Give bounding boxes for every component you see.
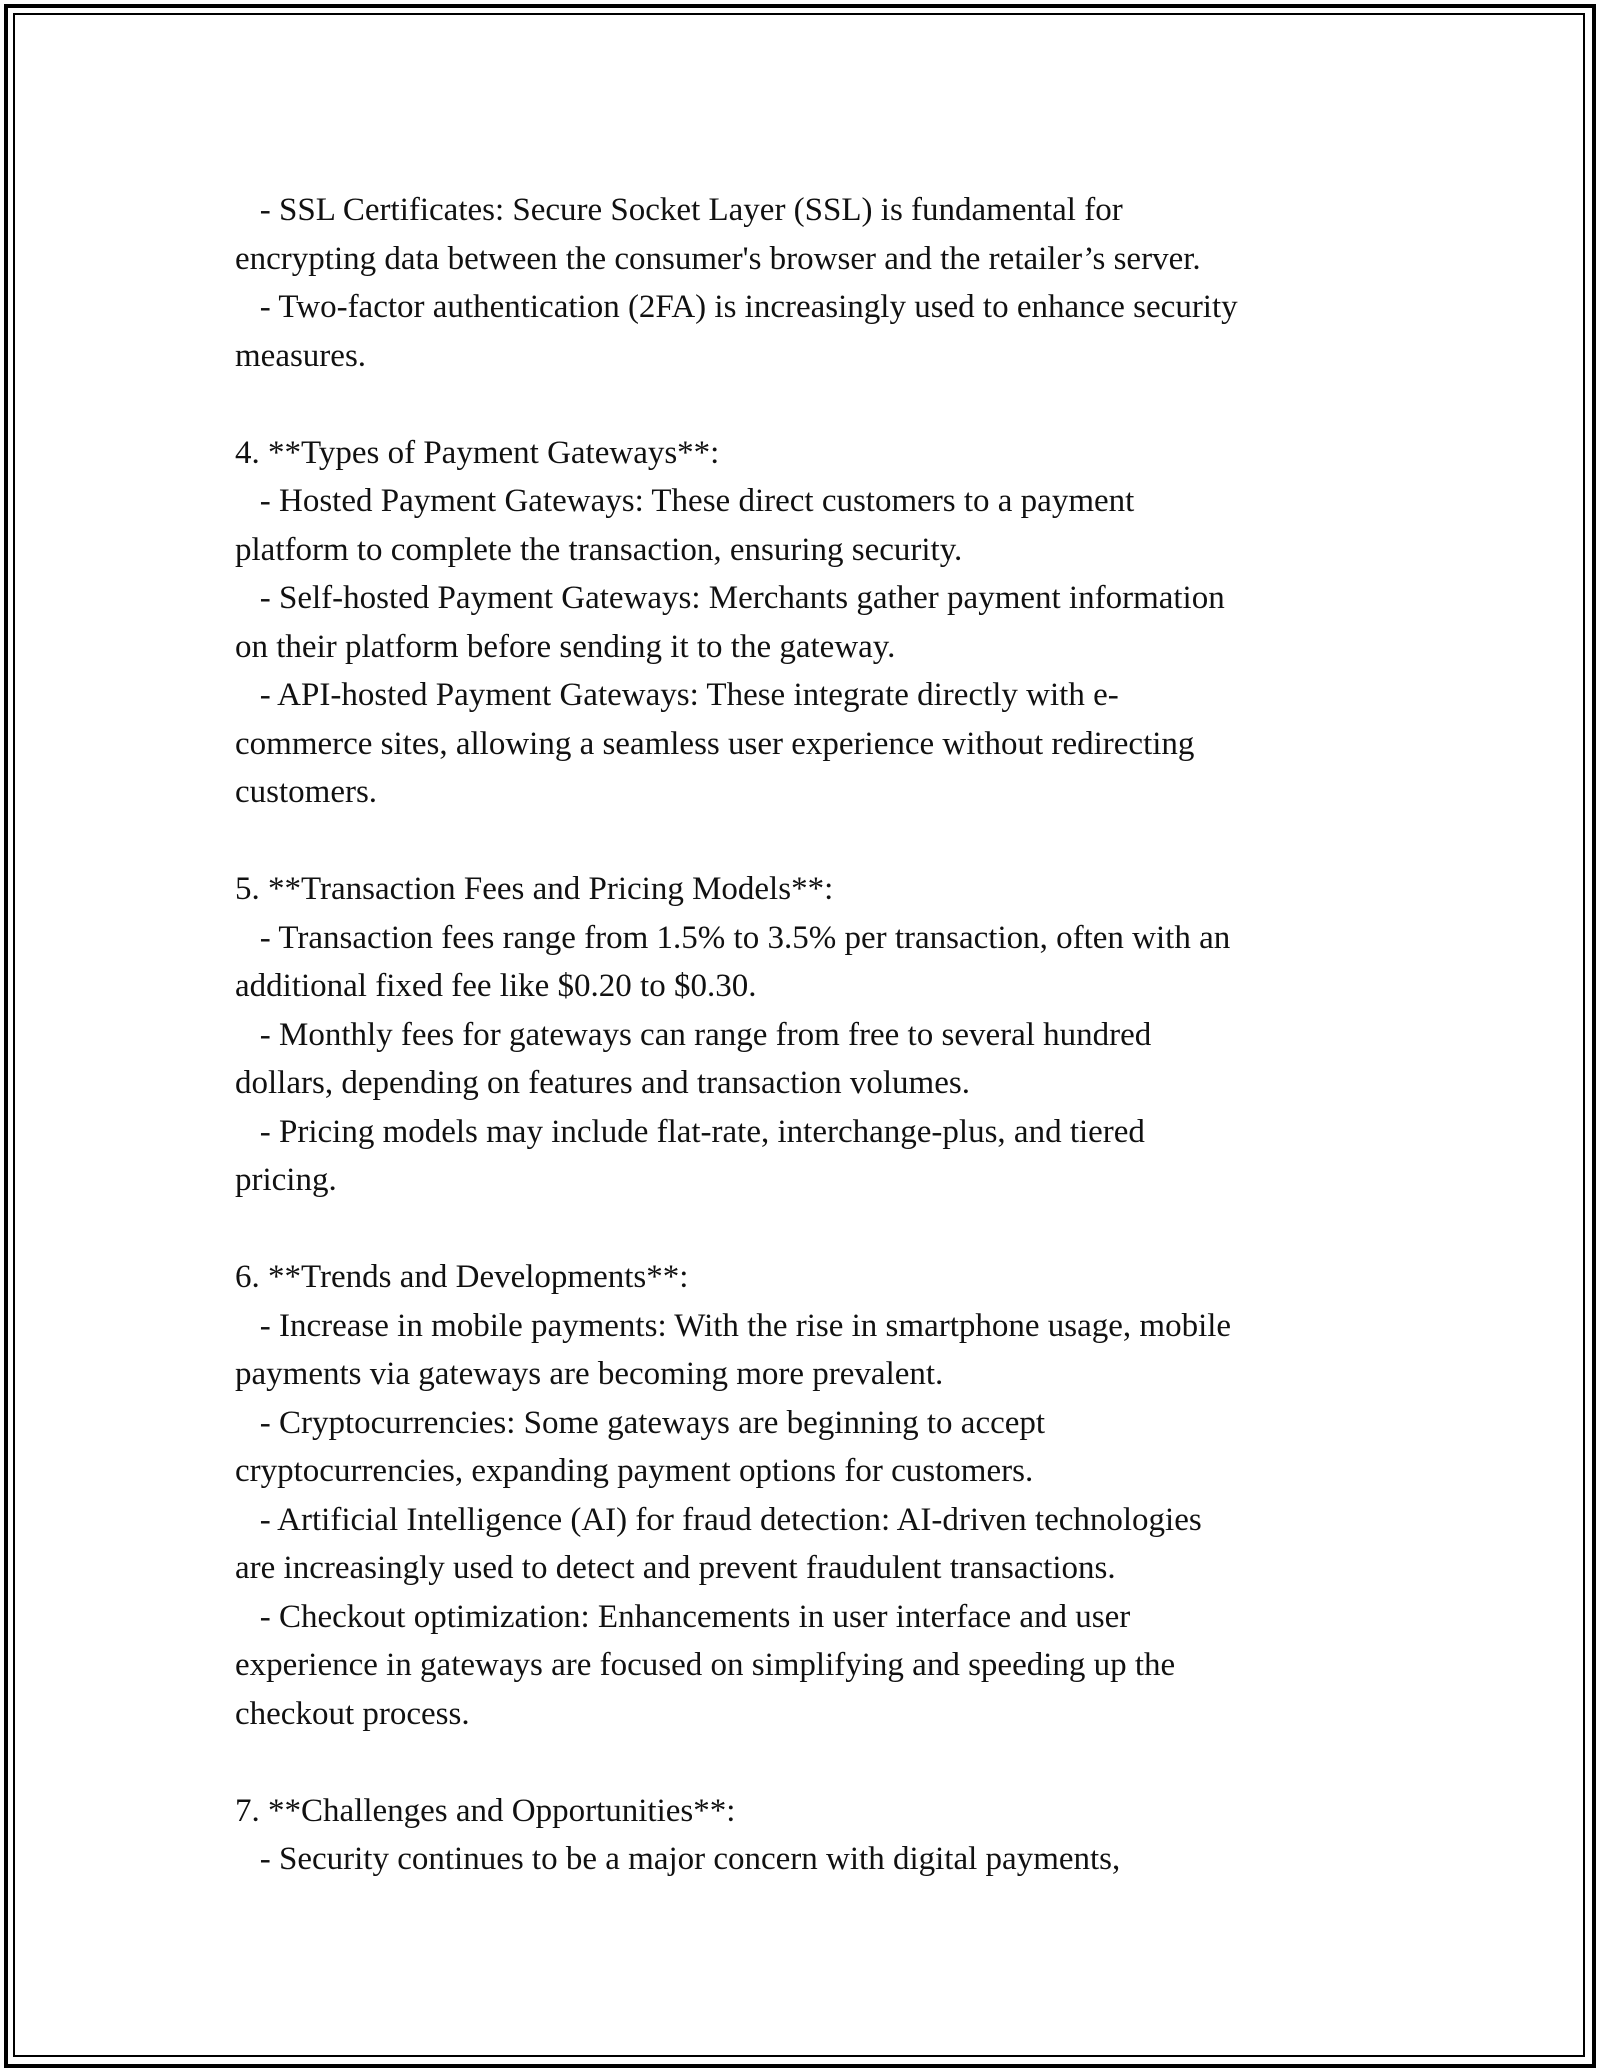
text-line: cryptocurrencies, expanding payment options for customers.	[235, 1453, 1034, 1489]
blank-line	[235, 380, 1375, 429]
text-line: additional fixed fee like $0.20 to $0.30.	[235, 968, 757, 1004]
text-line: - Self-hosted Payment Gateways: Merchants gather payment information	[235, 580, 1225, 616]
section-heading: 4. **Types of Payment Gateways**:	[235, 434, 720, 471]
text-line: - Pricing models may include flat-rate, interchange-plus, and tiered	[235, 1113, 1145, 1150]
blank-line	[235, 1205, 1375, 1254]
text-line: - Two-factor authentication (2FA) is increasingly used to enhance security	[235, 289, 1238, 325]
text-line: are increasingly used to detect and prevent fraudulent transactions.	[235, 1550, 1116, 1586]
document-body	[235, 186, 1375, 1884]
text-line: - Artificial Intelligence (AI) for fraud detection: AI-driven technologies	[235, 1501, 1202, 1538]
text-line: measures.	[235, 337, 367, 374]
text-line: - Security continues to be a major concern with digital payments,	[235, 1841, 1121, 1877]
text-line: - Checkout optimization: Enhancements in user interface and user	[235, 1598, 1131, 1635]
text-line: - Transaction fees range from 1.5% to 3.5% per transaction, often with an	[235, 919, 1231, 956]
text-line: - Cryptocurrencies: Some gateways are beginning to accept	[235, 1404, 1046, 1441]
text-line: - API-hosted Payment Gateways: These integrate directly with e-	[235, 677, 1119, 713]
text-line: on their platform before sending it to the gateway.	[235, 628, 896, 665]
section-heading: 7. **Challenges and Opportunities**:	[235, 1792, 736, 1829]
text-line: customers.	[235, 774, 378, 810]
text-line: pricing.	[235, 1162, 337, 1198]
text-line: - Hosted Payment Gateways: These direct customers to a payment	[235, 483, 1135, 519]
text-line: payments via gateways are becoming more prevalent.	[235, 1356, 944, 1392]
blank-line	[235, 1738, 1375, 1787]
text-line: dollars, depending on features and transaction volumes.	[235, 1065, 970, 1101]
text-line: - SSL Certificates: Secure Socket Layer (SSL) is fundamental for	[235, 192, 1123, 228]
section-heading: 5. **Transaction Fees and Pricing Models**:	[235, 871, 834, 907]
text-line: platform to complete the transaction, ensuring security.	[235, 531, 963, 568]
text-line: checkout process.	[235, 1695, 470, 1732]
text-line: experience in gateways are focused on simplifying and speeding up the	[235, 1647, 1176, 1683]
text-line: encrypting data between the consumer's browser and the retailer’s server.	[235, 240, 1201, 277]
section-heading: 6. **Trends and Developments**:	[235, 1259, 689, 1295]
text-line: - Monthly fees for gateways can range from free to several hundred	[235, 1016, 1152, 1053]
text-line: - Increase in mobile payments: With the rise in smartphone usage, mobile	[235, 1307, 1232, 1344]
blank-line	[235, 817, 1375, 866]
text-line: commerce sites, allowing a seamless user experience without redirecting	[235, 725, 1195, 762]
